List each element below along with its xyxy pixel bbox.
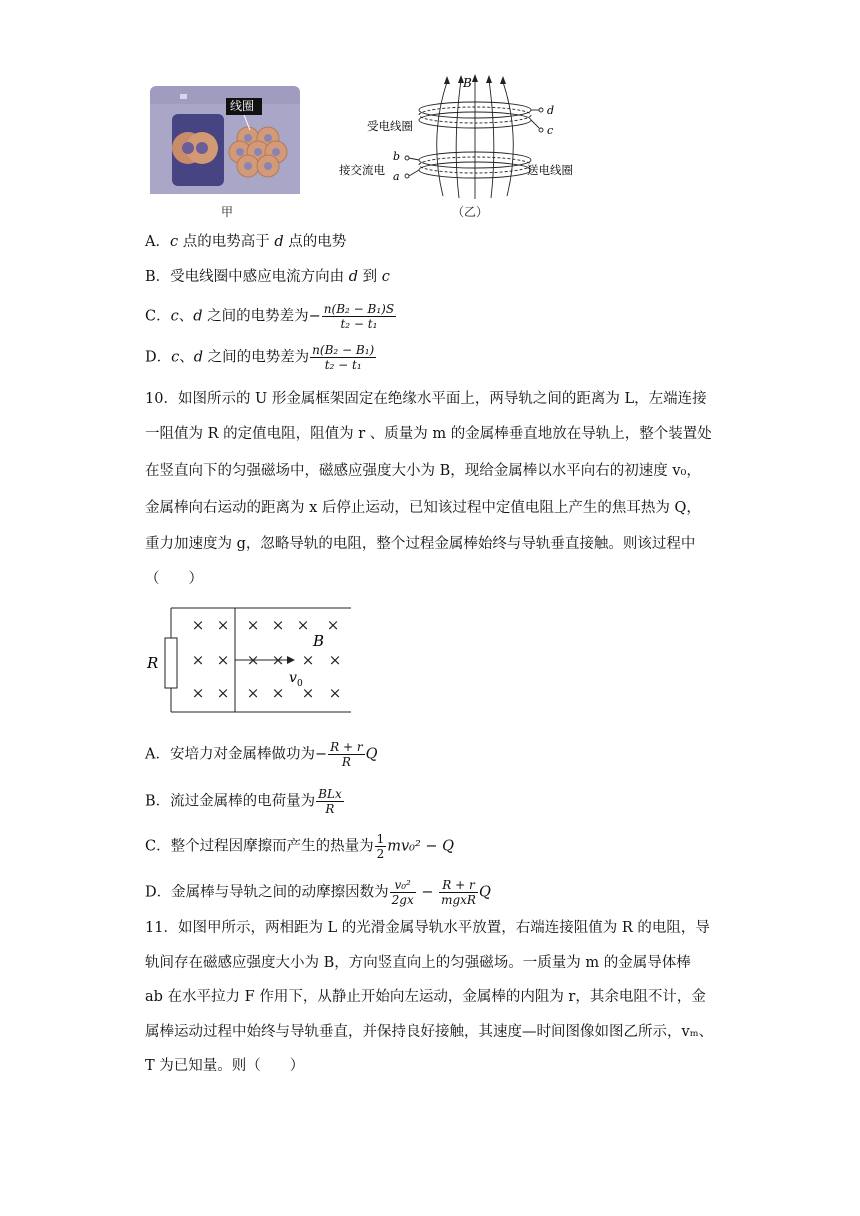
q10-option-b: B．流过金属棒的电荷量为 $\frac{\text{BLx}}{R}$ (145, 787, 342, 816)
b-field-label: B (463, 76, 472, 90)
terminal-c: c (547, 124, 554, 137)
q10-line-6: （ ） (145, 571, 203, 587)
q9-d-fraction: $\frac{\text{n(B₂ − B₁)}}{\text{t₂ − t₁}}$ (312, 343, 375, 372)
figure-yi-caption: （乙） (452, 205, 489, 219)
velocity-subscript: 0 (297, 679, 303, 689)
svg-text:×: × (296, 616, 310, 634)
figure-jia (150, 86, 300, 194)
coil-label: 线圈 (230, 99, 255, 113)
figure-yi-coils-diagram (335, 74, 595, 206)
svg-text:×: × (301, 684, 315, 702)
svg-text:×: × (271, 616, 285, 634)
q9-option-d: D．c、d 之间的电势差为 $\frac{\text{n(B₂ − B₁)}}{\text{t₂ − t₁}}$ (145, 343, 375, 372)
q10-line-1: 10．如图所示的 U 形金属框架固定在绝缘水平面上，两导轨之间的距离为 L，左端连接 (145, 391, 707, 407)
terminal-b: b (393, 150, 401, 163)
q10-c-fraction: $\frac{1}{2}$ (376, 832, 385, 861)
q10-a-fraction: $\frac{R + r}{R}$ (330, 740, 363, 769)
svg-text:×: × (216, 684, 230, 702)
q11-line-3: ab 在水平拉力 F 作用下，从静止开始向左运动，金属棒的内阻为 r，其余电阻不计，金 (145, 989, 706, 1005)
q10-line-5: 重力加速度为 g，忽略导轨的电阻，整个过程金属棒始终与导轨垂直接触。则该过程中 (145, 536, 696, 552)
q11-line-5: T 为已知量。则（ ） (145, 1058, 305, 1074)
q10-line-2: 一阻值为 R 的定值电阻，阻值为 r 、质量为 m 的金属棒垂直地放在导轨上，整个装置处 (145, 426, 712, 442)
ac-input-label: 接交流电 (339, 163, 385, 177)
field-label: B (313, 632, 325, 650)
q9-option-b: B．受电线圈中感应电流方向由 d 到 c (145, 269, 390, 285)
svg-text:×: × (271, 684, 285, 702)
wireless-charger-photo (150, 86, 300, 194)
q10-d-fraction-2: $\frac{R + r}{\text{mgxR}}$ (441, 878, 476, 907)
q9-option-a: A．c 点的电势高于 d 点的电势 (145, 234, 347, 250)
svg-text:×: × (301, 651, 315, 669)
svg-text:×: × (326, 616, 340, 634)
q10-option-d: D．金属棒与导轨之间的动摩擦因数为 $\frac{\text{v₀²}}{2gx}$ − $\frac{R + r}{\text{mgxR}}$ Q (145, 878, 491, 907)
sender-coil-label: 送电线圈 (527, 163, 573, 177)
svg-text:×: × (216, 616, 230, 634)
q11-line-1: 11．如图甲所示，两相距为 L 的光滑金属导轨水平放置，右端连接阻值为 R 的电阻，导 (145, 920, 710, 936)
svg-text:×: × (246, 651, 260, 669)
svg-text:×: × (328, 651, 342, 669)
q11-line-2: 轨间存在磁感应强度大小为 B，方向竖直向上的匀强磁场。一质量为 m 的金属导体棒 (145, 955, 691, 971)
svg-text:×: × (191, 616, 205, 634)
svg-text:×: × (271, 651, 285, 669)
velocity-label: v (289, 670, 297, 686)
q10-rail-diagram (143, 600, 355, 720)
svg-text:×: × (246, 616, 260, 634)
q10-b-fraction: $\frac{\text{BLx}}{R}$ (318, 787, 342, 816)
q10-option-a: A．安培力对金属棒做功为− $\frac{R + r}{R}$ Q (145, 740, 378, 769)
q9-c-fraction: $\frac{\text{n(B₂ − B₁)S}}{\text{t₂ − t₁}}$ (323, 302, 395, 331)
svg-text:×: × (328, 684, 342, 702)
q10-d-fraction-1: $\frac{\text{v₀²}}{2gx}$ (391, 878, 414, 907)
svg-text:×: × (191, 684, 205, 702)
svg-text:×: × (216, 651, 230, 669)
terminal-a: a (393, 170, 400, 183)
svg-text:×: × (191, 651, 205, 669)
svg-text:×: × (246, 684, 260, 702)
q10-line-3: 在竖直向下的匀强磁场中，磁感应强度大小为 B，现给金属棒以水平向右的初速度 v₀， (145, 463, 701, 479)
figure-jia-caption: 甲 (221, 205, 234, 219)
resistor-label: R (147, 654, 159, 672)
q11-line-4: 属棒运动过程中始终与导轨垂直，并保持良好接触，其速度—时间图像如图乙所示，vₘ、 (145, 1024, 714, 1040)
q10-option-c: C．整个过程因摩擦而产生的热量为 $\frac{1}{2}$ mv₀² − Q (145, 832, 455, 861)
q10-line-4: 金属棒向右运动的距离为 x 后停止运动，已知该过程中定值电阻上产生的焦耳热为 Q， (145, 500, 701, 516)
q9-option-c: C．c、d 之间的电势差为− $\frac{\text{n(B₂ − B₁)S}}{\text{t₂ − t₁}}$ (145, 302, 395, 331)
terminal-d: d (547, 104, 555, 117)
receiver-coil-label: 受电线圈 (367, 119, 413, 133)
